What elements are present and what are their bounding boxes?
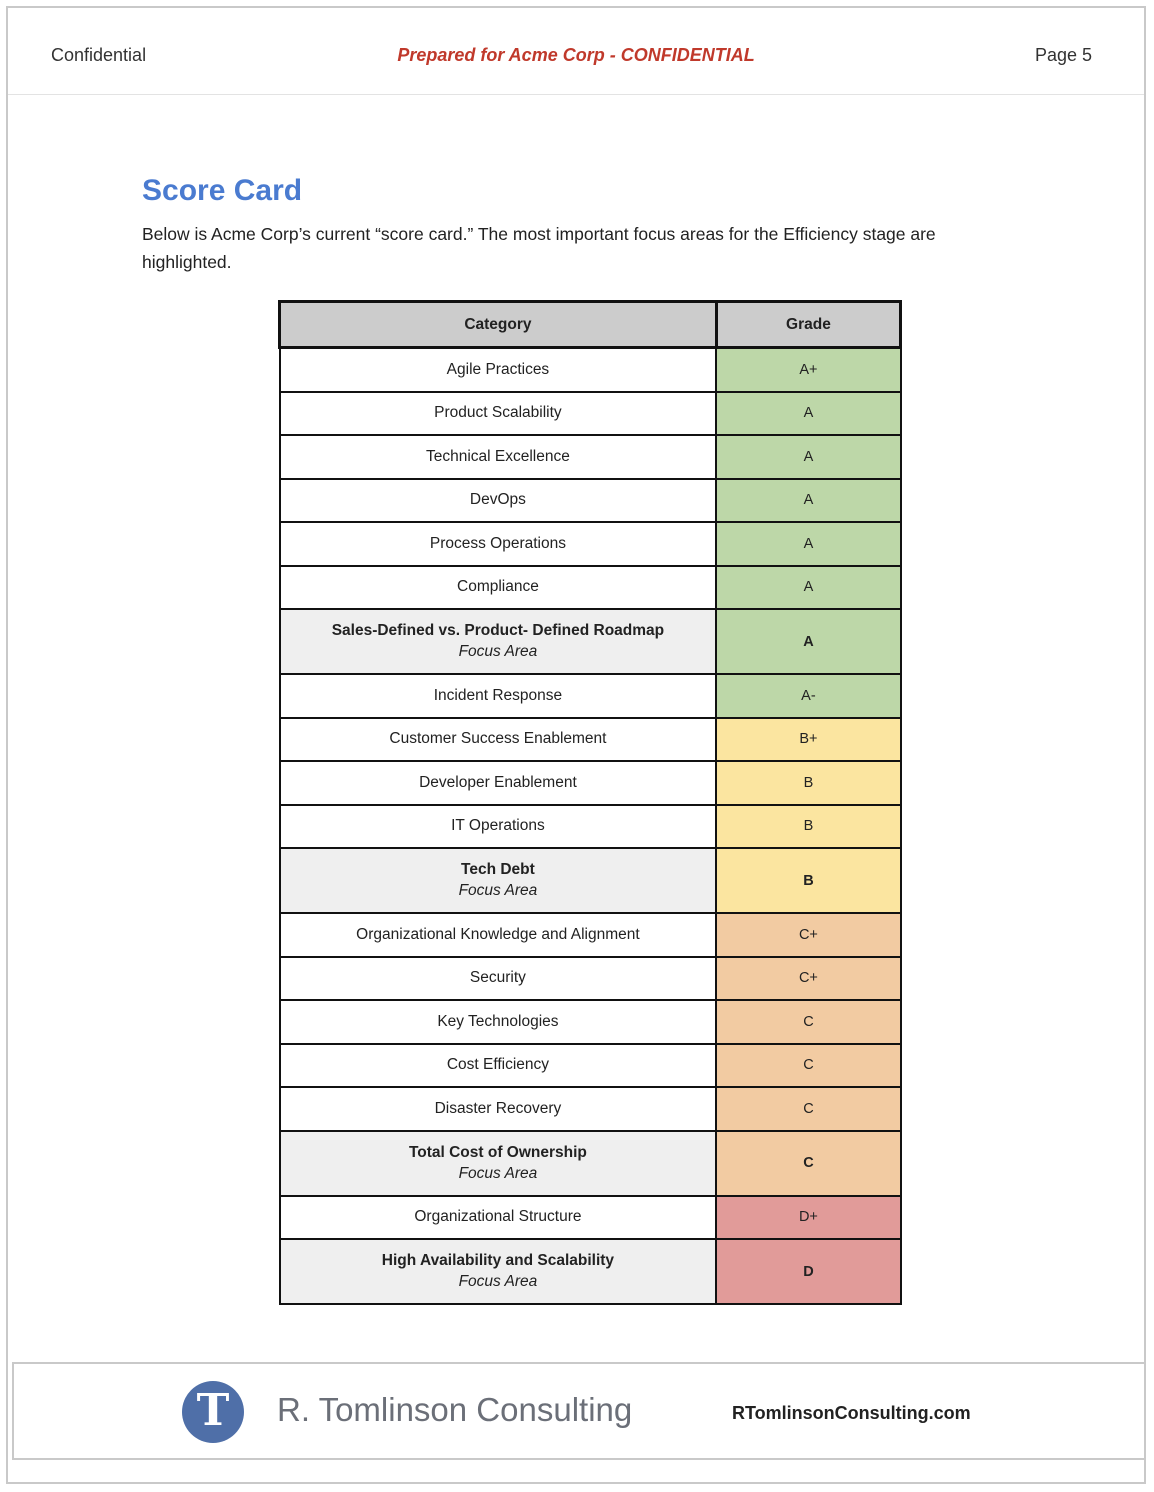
category-cell: Key Technologies xyxy=(280,1000,717,1044)
table-row-focus-area xyxy=(280,848,901,913)
table-row xyxy=(280,348,901,392)
category-cell: Disaster Recovery xyxy=(280,1087,717,1131)
category-cell: Process Operations xyxy=(280,522,717,566)
table-row xyxy=(280,1087,901,1131)
table-row xyxy=(280,718,901,762)
table-row xyxy=(280,1044,901,1088)
table-row xyxy=(280,522,901,566)
grade-cell: A xyxy=(716,566,900,610)
logo-letter: T xyxy=(196,1385,230,1436)
score-table-body xyxy=(280,348,901,1305)
grade-cell: A xyxy=(716,392,900,436)
grade-cell: D+ xyxy=(716,1196,900,1240)
category-cell: Organizational Knowledge and Alignment xyxy=(280,913,717,957)
grade-cell: A- xyxy=(716,674,900,718)
grade-cell: D xyxy=(716,1239,900,1304)
category-label: High Availability and Scalability xyxy=(381,1252,615,1269)
header-prepared-for: Prepared for Acme Corp - CONFIDENTIAL xyxy=(397,45,755,65)
category-cell xyxy=(280,848,717,913)
page-header xyxy=(8,8,1144,95)
grade-cell: C xyxy=(716,1131,900,1196)
category-label: Tech Debt xyxy=(461,861,535,878)
category-cell: DevOps xyxy=(280,479,717,523)
focus-area-label: Focus Area xyxy=(458,643,538,660)
grade-cell: B xyxy=(716,848,900,913)
grade-column-header: Grade xyxy=(716,302,900,348)
table-row-focus-area xyxy=(280,1239,901,1304)
category-cell: Agile Practices xyxy=(280,348,717,392)
category-cell xyxy=(280,1131,717,1196)
company-logo xyxy=(182,1381,244,1443)
grade-cell: A xyxy=(716,435,900,479)
category-label: Sales-Defined vs. Product- Defined Roadmap xyxy=(331,622,665,639)
grade-cell: C+ xyxy=(716,957,900,1001)
table-row xyxy=(280,805,901,849)
category-cell: Security xyxy=(280,957,717,1001)
category-label: Total Cost of Ownership xyxy=(408,1143,587,1161)
focus-area-label: Focus Area xyxy=(458,1273,538,1290)
grade-cell: B+ xyxy=(716,718,900,762)
table-header-row xyxy=(280,302,901,348)
grade-cell: C xyxy=(716,1044,900,1088)
grade-cell: B xyxy=(716,761,900,805)
table-row-focus-area xyxy=(280,609,901,674)
grade-cell: C xyxy=(716,1087,900,1131)
category-cell: Compliance xyxy=(280,566,717,610)
company-website: RTomlinsonConsulting.com xyxy=(732,1403,971,1423)
table-row xyxy=(280,392,901,436)
table-row xyxy=(280,761,901,805)
grade-cell: A xyxy=(716,609,900,674)
category-cell: IT Operations xyxy=(280,805,717,849)
table-row xyxy=(280,435,901,479)
page-footer xyxy=(12,1362,1146,1460)
focus-area-label: Focus Area xyxy=(458,882,538,899)
category-cell: Product Scalability xyxy=(280,392,717,436)
category-cell xyxy=(280,1239,717,1304)
grade-cell: B xyxy=(716,805,900,849)
table-row xyxy=(280,913,901,957)
table-row xyxy=(280,957,901,1001)
category-cell: Incident Response xyxy=(280,674,717,718)
table-row xyxy=(280,674,901,718)
table-row xyxy=(280,566,901,610)
category-cell: Customer Success Enablement xyxy=(280,718,717,762)
grade-cell: A+ xyxy=(716,348,900,392)
grade-cell: A xyxy=(716,479,900,523)
category-cell xyxy=(280,609,717,674)
category-cell: Cost Efficiency xyxy=(280,1044,717,1088)
table-row xyxy=(280,1196,901,1240)
table-row xyxy=(280,1000,901,1044)
table-row-focus-area xyxy=(280,1131,901,1196)
category-cell: Technical Excellence xyxy=(280,435,717,479)
company-name: R. Tomlinson Consulting xyxy=(277,1391,633,1428)
header-confidential-label: Confidential xyxy=(51,45,147,65)
grade-cell: C+ xyxy=(716,913,900,957)
page-title: Score Card xyxy=(142,174,303,207)
grade-cell: C xyxy=(716,1000,900,1044)
category-cell: Organizational Structure xyxy=(280,1196,717,1240)
category-column-header: Category xyxy=(280,302,717,348)
focus-area-label: Focus Area xyxy=(458,1164,538,1182)
category-cell: Developer Enablement xyxy=(280,761,717,805)
header-page-number: Page 5 xyxy=(1034,45,1092,65)
grade-cell: A xyxy=(716,522,900,566)
score-card-table xyxy=(278,300,902,1305)
table-row xyxy=(280,479,901,523)
intro-paragraph: Below is Acme Corp’s current “score card.” The most important focus areas for the Efficiency stage are highlighted. xyxy=(142,224,936,272)
document-page xyxy=(6,6,1146,1484)
